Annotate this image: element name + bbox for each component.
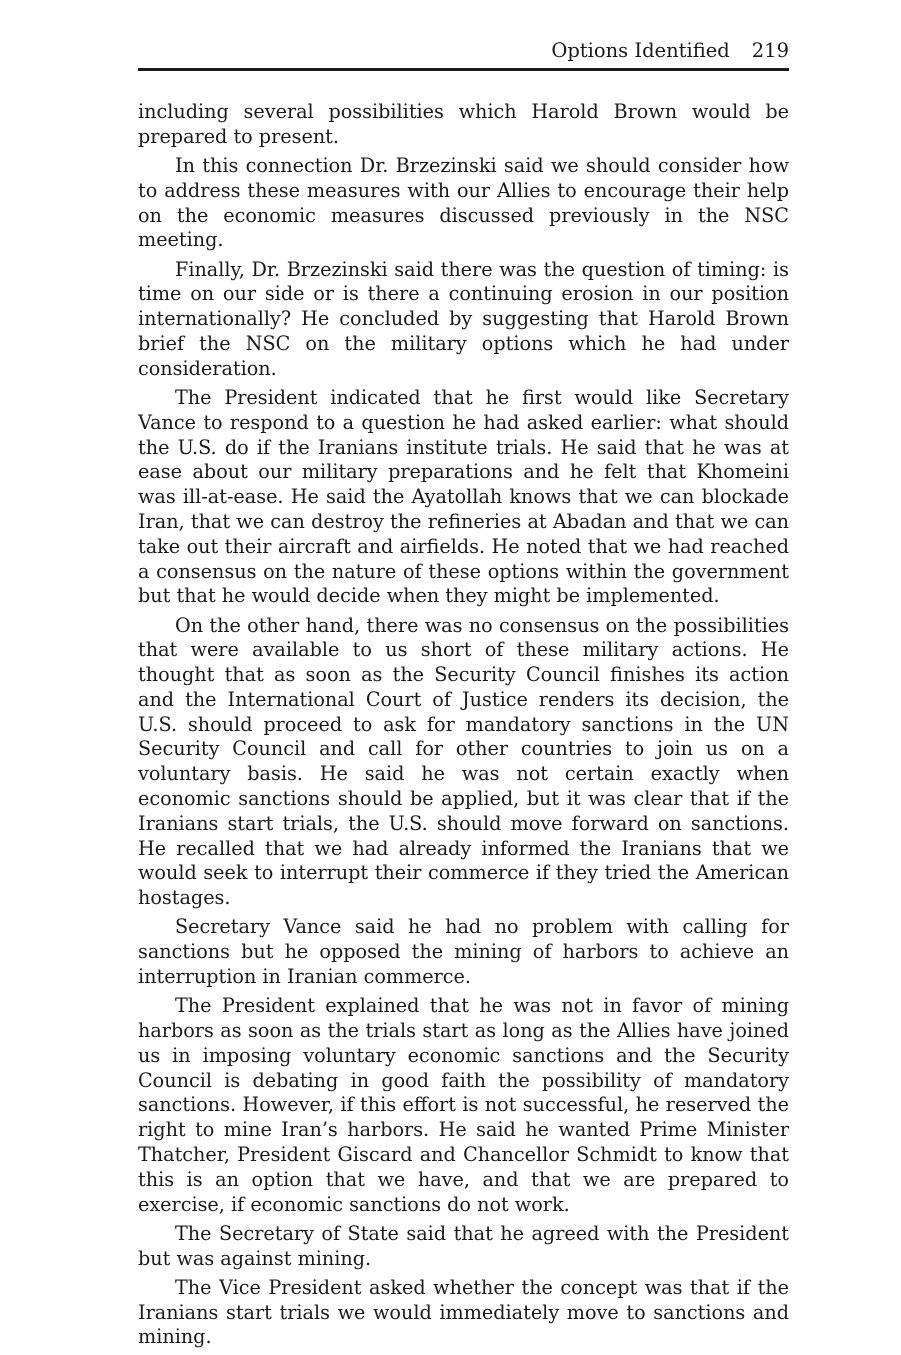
paragraph-sanctions-possibilities: On the other hand, there was no consensus on the possibilities that were available to us short of these military actions. He thought that as soon as the Security Council finishes its action and the International Court of Justice renders its decision, the U.S. should proceed to ask for mandatory sanctions in the UN Security Council and call for other countries to join us on a voluntary basis. He said he was not certain exactly when economic sanctions should be applied, but it was clear that if the Iranians start trials, the U.S. should move forward on sanctions. He recalled that we had already informed the Iranians that we would seek to interrupt their commerce if they tried the American hostages. [138,613,789,910]
paragraph-president-mining-harbors: The President explained that he was not in favor of mining harbors as soon as the trials start as long as the Allies have joined us in imposing voluntary economic sanctions and the Security Council is debating in good faith the possibility of mandatory sanctions. However, if this effort is not successful, he reserved the right to mine Iran’s harbors. He said he wanted Prime Minister Thatcher, President Giscard and Chancellor Schmidt to know that this is an option that we have, and that we are prepared to exercise, if economic sanctions do not work. [138,994,789,1216]
page-number: 219 [751,39,789,62]
paragraph-continuation: including several possibilities which Harold Brown would be prepared to present. [138,100,789,148]
running-head-title: Options Identified [551,39,730,62]
paragraph-vice-president-question: The Vice President asked whether the concept was that if the Iranians start trials we would immediately move to sanctions and mining. [138,1275,789,1349]
body-text [138,100,789,1355]
paragraph-president-military-options: The President indicated that he first would like Secretary Vance to respond to a question he had asked earlier: what should the U.S. do if the Iranians institute trials. He said that he was at ease about our military preparations and he felt that Khomeini was ill-at-ease. He said the Ayatollah knows that we can blockade Iran, that we can destroy the refineries at Abadan and that we can take out their aircraft and airfields. He noted that we had reached a consensus on the nature of these options within the government but that he would decide when they might be implemented. [138,385,789,608]
paragraph-allies-measures: In this connection Dr. Brzezinski said we should consider how to address these measures with our Allies to encourage their help on the economic measures discussed previously in the NSC meeting. [138,153,789,252]
paragraph-vance-response: Secretary Vance said he had no problem with calling for sanctions but he opposed the mining of harbors to achieve an interruption in Iranian commerce. [138,915,789,989]
header-rule [138,68,789,71]
running-head [138,36,789,66]
paragraph-timing-question: Finally, Dr. Brzezinski said there was the question of timing: is time on our side or is there a continuing erosion in our position internationally? He concluded by suggesting that Harold Brown brief the NSC on the military options which he had under consideration. [138,257,789,380]
paragraph-secretary-agreement: The Secretary of State said that he agreed with the President but was against mining. [138,1221,789,1270]
